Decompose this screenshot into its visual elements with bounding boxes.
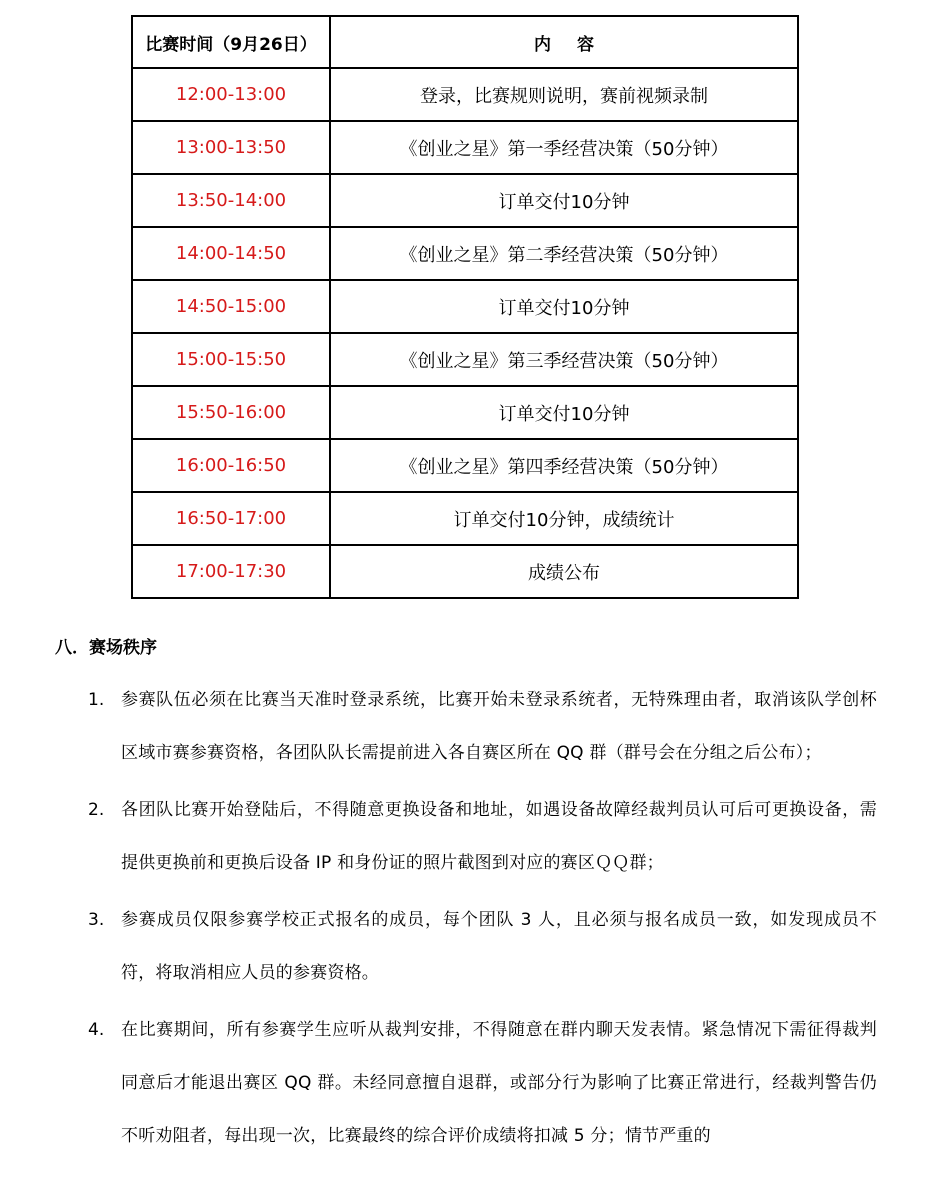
schedule-row [132,280,798,333]
schedule-time-cell: 16:50-17:00 [132,492,330,545]
rule-number: 4. [88,1020,105,1040]
schedule-time-cell: 16:00-16:50 [132,439,330,492]
rule-text: 参赛队伍必须在比赛当天准时登录系统，比赛开始未登录系统者，无特殊理由者，取消该队学创杯区域市赛参赛资格，各团队队长需提前进入各自赛区所在 QQ 群（群号会在分组之后公布）； [121,690,877,763]
rule-item [0,674,928,780]
content-column-header [330,16,798,68]
schedule-row [132,492,798,545]
rule-text: 各团队比赛开始登陆后，不得随意更换设备和地址，如遇设备故障经裁判员认可后可更换设备，需提供更换前和更换后设备 IP 和身份证的照片截图到对应的赛区ＱＱ群； [121,800,877,873]
schedule-content-cell: 订单交付10分钟 [330,280,798,333]
schedule-time-cell: 12:00-13:00 [132,68,330,121]
content-column-header-label: 内容 [534,34,620,55]
schedule-row [132,545,798,598]
schedule-content-cell: 《创业之星》第四季经营决策（50分钟） [330,439,798,492]
schedule-time-cell: 14:50-15:00 [132,280,330,333]
schedule-row [132,227,798,280]
schedule-body [132,68,798,598]
schedule-content-cell: 订单交付10分钟 [330,174,798,227]
section-heading: 八．赛场秩序 [55,638,157,658]
schedule-row [132,439,798,492]
rule-number: 3. [88,910,105,930]
schedule-row [132,386,798,439]
schedule-row [132,333,798,386]
schedule-row [132,174,798,227]
schedule-time-cell: 17:00-17:30 [132,545,330,598]
schedule-header-row [132,16,798,68]
time-column-header: 比赛时间（9月26日） [132,16,330,68]
rule-number: 2. [88,800,105,820]
rule-text: 参赛成员仅限参赛学校正式报名的成员，每个团队 3 人，且必须与报名成员一致，如发现成员不符，将取消相应人员的参赛资格。 [121,910,877,983]
schedule-row [132,68,798,121]
schedule-time-cell: 15:00-15:50 [132,333,330,386]
schedule-time-cell: 13:00-13:50 [132,121,330,174]
schedule-row [132,121,798,174]
schedule-content-cell: 《创业之星》第三季经营决策（50分钟） [330,333,798,386]
schedule-content-cell: 订单交付10分钟 [330,386,798,439]
rules-list [0,674,928,1167]
schedule-time-cell: 13:50-14:00 [132,174,330,227]
rule-item [0,784,928,890]
schedule-table [131,15,799,599]
rule-item [0,894,928,1000]
rule-number: 1. [88,690,105,710]
rule-text: 在比赛期间，所有参赛学生应听从裁判安排，不得随意在群内聊天发表情。紧急情况下需征得裁判同意后才能退出赛区 QQ 群。未经同意擅自退群，或部分行为影响了比赛正常进行，经裁判警告仍不听劝阻者，每出现一次，比赛最终的综合评价成绩将扣减 5 分；情节严重的 [121,1020,877,1146]
schedule-time-cell: 15:50-16:00 [132,386,330,439]
schedule-content-cell: 订单交付10分钟，成绩统计 [330,492,798,545]
schedule-content-cell: 登录，比赛规则说明，赛前视频录制 [330,68,798,121]
rule-item [0,1004,928,1163]
schedule-content-cell: 《创业之星》第一季经营决策（50分钟） [330,121,798,174]
schedule-content-cell: 《创业之星》第二季经营决策（50分钟） [330,227,798,280]
schedule-time-cell: 14:00-14:50 [132,227,330,280]
schedule-content-cell: 成绩公布 [330,545,798,598]
